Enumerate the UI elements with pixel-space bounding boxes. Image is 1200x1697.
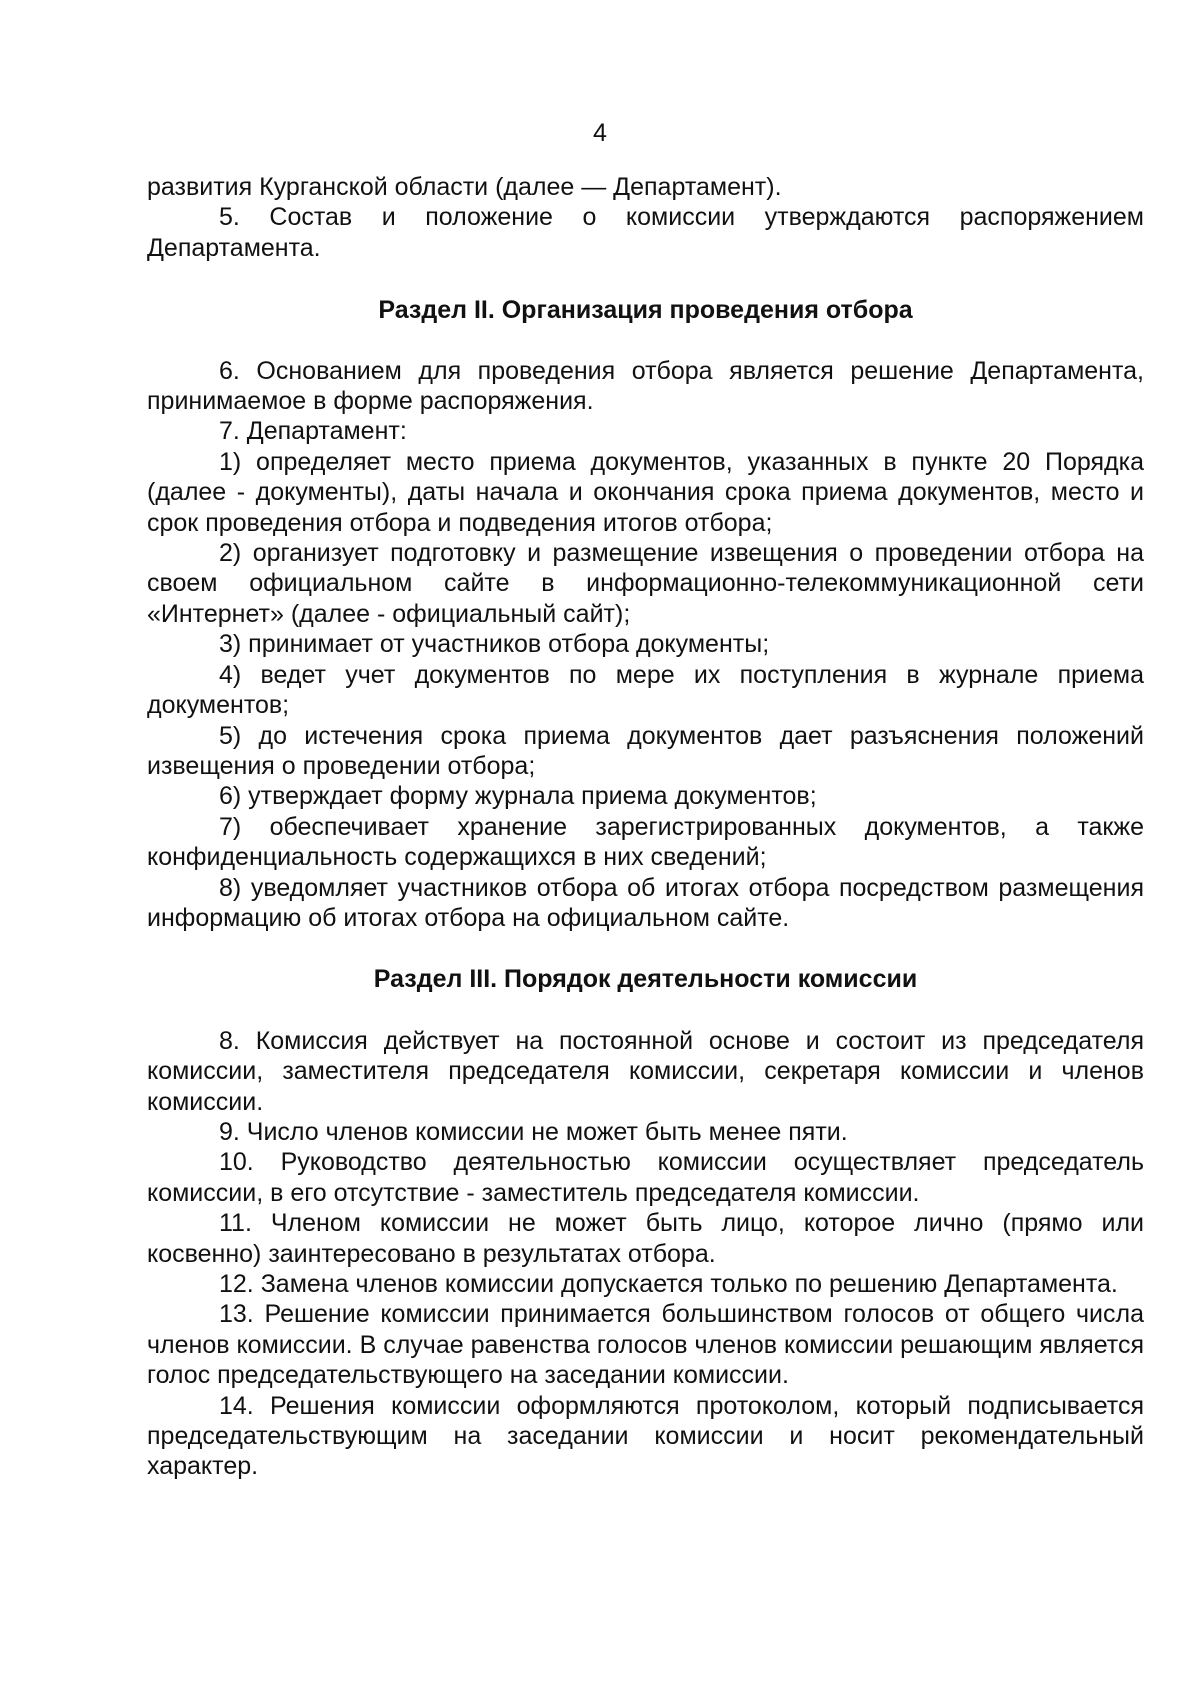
subitem-2: 2) организует подготовку и размещение извещения о проведении отбора на своем официальном сайте в информационно-телекоммуникационной сети «Интернет» (далее - официальный сайт);	[147, 539, 1144, 628]
paragraph-item-10: 10. Руководство деятельностью комиссии осуществляет председатель комиссии, в его отсутствие - заместитель председателя комиссии.	[147, 1148, 1144, 1207]
paragraph-item-5: 5. Состав и положение о комиссии утверждаются распоряжением Департамента.	[147, 203, 1144, 262]
document-body	[147, 172, 1144, 1482]
paragraph-item-14: 14. Решения комиссии оформляются протоколом, который подписывается председательствующим на заседании комиссии и носит рекомендательный характер.	[147, 1391, 1144, 1481]
subitem-7: 7) обеспечивает хранение зарегистрированных документов, а также конфиденциальность содержащихся в них сведений;	[147, 812, 1144, 872]
subitem-4: 4) ведет учет документов по мере их поступления в журнале приема документов;	[147, 660, 1144, 720]
paragraph-item-13: 13. Решение комиссии принимается большинством голосов от общего числа членов комиссии. В случае равенства голосов членов комиссии решающим является голос председательствующего на заседании комиссии.	[147, 1300, 1144, 1390]
subitem-8: 8) уведомляет участников отбора об итогах отбора посредством размещения информацию об итогах отбора на официальном сайте.	[147, 873, 1144, 932]
subitem-1: 1) определяет место приема документов, указанных в пункте 20 Порядка (далее - документы), даты начала и окончания срока приема документов, место и срок проведения отбора и подведения итогов отбора;	[147, 447, 1144, 537]
subitem-6: 6) утверждает форму журнала приема документов;	[219, 782, 817, 811]
paragraph-item-6: 6. Основанием для проведения отбора является решение Департамента, принимаемое в форме распоряжения.	[147, 356, 1144, 416]
section-2-heading: Раздел II. Организация проведения отбора	[378, 296, 913, 325]
paragraph-continuation: развития Курганской области (далее — Департамент).	[147, 173, 782, 201]
section-3-heading: Раздел III. Порядок деятельности комиссии	[373, 965, 918, 994]
paragraph-item-12: 12. Замена членов комиссии допускается только по решению Департамента.	[219, 1270, 1118, 1298]
paragraph-item-7: 7. Департамент:	[219, 417, 407, 446]
subitem-5: 5) до истечения срока приема документов дает разъяснения положений извещения о проведении отбора;	[147, 721, 1144, 780]
paragraph-item-8: 8. Комиссия действует на постоянной основе и состоит из председателя комиссии, заместителя председателя комиссии, секретаря комиссии и членов комиссии.	[147, 1026, 1144, 1116]
paragraph-item-11: 11. Членом комиссии не может быть лицо, которое лично (прямо или косвенно) заинтересовано в результатах отбора.	[147, 1209, 1144, 1268]
page-number: 4	[593, 119, 607, 147]
subitem-3: 3) принимает от участников отбора документы;	[219, 630, 770, 659]
paragraph-item-9: 9. Число членов комиссии не может быть менее пяти.	[219, 1117, 848, 1146]
